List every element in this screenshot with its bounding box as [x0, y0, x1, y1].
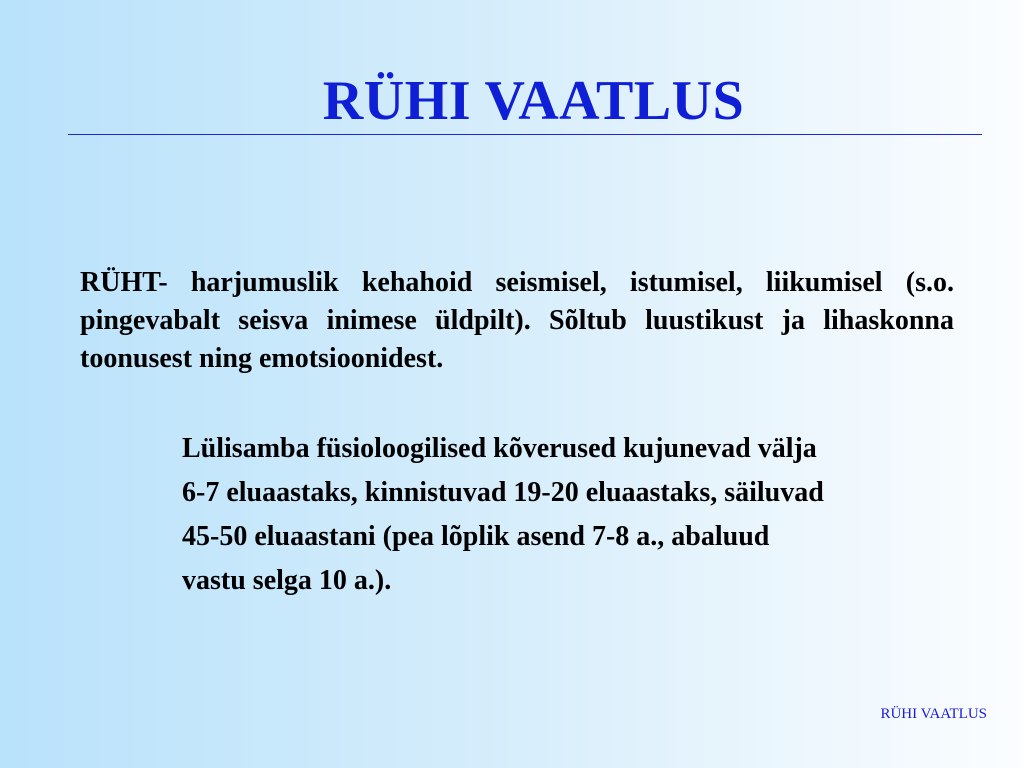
- slide-title: RÜHI VAATLUS: [322, 70, 745, 132]
- spine-curvature-paragraph: [182, 427, 972, 603]
- spine-paragraph-line: 45-50 eluaastani (pea lõplik asend 7-8 a., abaluud: [182, 521, 770, 552]
- spine-paragraph-line: Lülisamba füsioloogilised kõverused kujunevad välja: [182, 433, 817, 464]
- title-underline: [68, 134, 982, 135]
- spine-paragraph-line: vastu selga 10 a.).: [182, 565, 392, 596]
- spine-paragraph-line: 6-7 eluaastaks, kinnistuvad 19-20 eluaastaks, säiluvad: [182, 477, 824, 508]
- definition-paragraph: RÜHT- harjumuslik kehahoid seismisel, istumisel, liikumisel (s.o. pingevabalt seisva inimese üldpilt). Sõltub luustikust ja lihaskonna toonusest ning emotsioonidest.: [80, 267, 954, 374]
- slide-footer: RÜHI VAATLUS: [880, 706, 987, 722]
